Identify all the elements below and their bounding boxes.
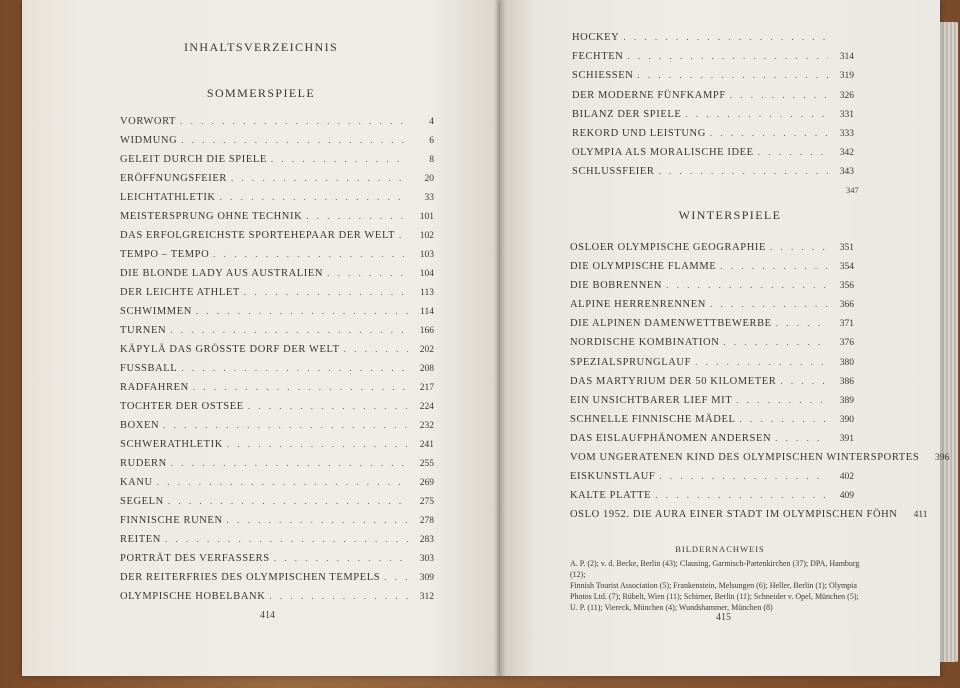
winter-toc-list — [570, 242, 950, 528]
toc-entry — [570, 318, 854, 337]
toc-entry-page: 319 — [839, 71, 854, 82]
toc-entry-page: 113 — [420, 288, 434, 298]
credits-title: BILDERNACHWEIS — [675, 544, 765, 554]
toc-entry-page: 283 — [419, 535, 434, 545]
dot-leader — [157, 477, 408, 487]
credits-line: A. P. (2); v. d. Becke, Berlin (43); Clausing, Garmisch-Partenkirchen (37); DPA, Hamburg (12); — [570, 559, 860, 579]
toc-entry-page: 20 — [424, 174, 434, 184]
toc-entry-title: KALTE PLATTE — [570, 490, 652, 502]
toc-entry-title: DIE OLYMPISCHE FLAMME — [570, 261, 717, 273]
toc-entry-page: 351 — [839, 243, 854, 253]
toc-entry-title: TOCHTER DER OSTSEE — [120, 401, 244, 412]
toc-entry-title: FECHTEN — [572, 51, 624, 63]
toc-entry-page: 386 — [839, 376, 854, 387]
toc-entry — [120, 572, 434, 591]
right-folio: 415 — [716, 612, 731, 623]
summer-toc-list — [120, 116, 434, 610]
toc-entry — [120, 382, 434, 401]
toc-entry-title: VORWORT — [120, 116, 177, 127]
dot-leader — [710, 299, 828, 309]
dot-leader — [723, 337, 828, 347]
dot-leader — [780, 376, 828, 386]
toc-entry-page: 312 — [419, 592, 434, 602]
toc-entry — [120, 420, 434, 439]
toc-entry-page: 104 — [419, 269, 434, 279]
toc-entry-page: 255 — [419, 459, 434, 469]
toc-entry-title: EIN UNSICHTBARER LIEF MIT — [570, 394, 733, 406]
dot-leader — [776, 318, 828, 328]
toc-entry-title: RUDERN — [120, 458, 167, 469]
toc-entry-title: MEISTERSPRUNG OHNE TECHNIK — [120, 211, 303, 222]
dot-leader — [685, 109, 828, 119]
dot-leader — [637, 70, 828, 80]
toc-entry-title: DIE BLONDE LADY AUS AUSTRALIEN — [120, 268, 324, 279]
dot-leader — [655, 490, 828, 500]
toc-entry-title: SEGELN — [120, 496, 164, 507]
toc-entry-title: OSLO 1952. DIE AURA EINER STADT IM OLYMPISCHEN FÖHN — [570, 509, 898, 521]
toc-entry — [570, 395, 854, 414]
image-credits — [570, 544, 870, 613]
toc-entry-title: DIE ALPINEN DAMENWETTBEWERBE — [570, 318, 772, 330]
dot-leader — [306, 211, 408, 221]
toc-entry-page: 202 — [419, 345, 434, 355]
toc-entry-page: 396 — [935, 453, 950, 464]
toc-entry-title: SCHWIMMEN — [120, 306, 192, 317]
toc-entry — [572, 128, 854, 147]
toc-entry-page: 114 — [420, 307, 434, 317]
toc-entry — [120, 458, 434, 477]
credits-line: Finnish Tourist Association (5); Frankenstein, Melsungen (6); Heller, Berlin (1); Olympia — [570, 581, 857, 590]
book-gutter — [494, 0, 506, 676]
toc-entry-title: TURNEN — [120, 325, 167, 336]
toc-entry — [572, 90, 854, 109]
dot-leader — [181, 363, 408, 373]
dot-leader — [180, 116, 408, 126]
dot-leader — [274, 553, 408, 563]
toc-entry-page: 6 — [429, 136, 434, 146]
toc-entry-page: 371 — [839, 319, 854, 330]
toc-entry — [120, 154, 434, 173]
dot-leader — [269, 591, 408, 601]
dot-leader — [213, 249, 408, 259]
dot-leader — [220, 192, 408, 202]
toc-entry-title: RADFAHREN — [120, 382, 189, 393]
toc-entry-title: DAS EISLAUFPHÄNOMEN ANDERSEN — [570, 432, 772, 444]
toc-entry — [120, 306, 434, 325]
toc-entry-page: 356 — [839, 281, 854, 292]
credits-line: U. P. (11); Viereck, München (4); Wundshammer, München (8) — [570, 603, 773, 612]
dot-leader — [710, 128, 828, 138]
dot-leader — [695, 357, 828, 367]
dot-leader — [248, 401, 408, 411]
credits-text — [570, 558, 870, 613]
toc-entry — [120, 287, 434, 306]
toc-entry — [570, 490, 854, 509]
dot-leader — [344, 344, 408, 354]
toc-entry — [572, 51, 854, 70]
toc-entry-page: 33 — [424, 193, 434, 203]
toc-entry-title: PORTRÄT DES VERFASSERS — [120, 553, 270, 564]
toc-entry-title: BOXEN — [120, 420, 160, 431]
toc-entry-title: WIDMUNG — [120, 135, 178, 146]
toc-entry — [570, 376, 854, 395]
toc-entry-page: 278 — [419, 516, 434, 526]
toc-entry-page: 342 — [839, 148, 854, 159]
toc-entry — [570, 414, 854, 433]
toc-entry-title: SCHWERATHLETIK — [120, 439, 223, 450]
toc-entry-title: VOM UNGERATENEN KIND DES OLYMPISCHEN WINTERSPORTES — [570, 452, 920, 464]
toc-entry — [120, 230, 434, 249]
toc-entry — [120, 192, 434, 211]
toc-entry-page: 314 — [839, 52, 854, 63]
toc-entry — [120, 534, 434, 553]
toc-entry — [570, 242, 854, 261]
toc-entry — [120, 553, 434, 572]
toc-entry-title: SCHNELLE FINNISCHE MÄDEL — [570, 413, 736, 425]
toc-entry-page: 380 — [839, 357, 854, 368]
toc-entry-title: DAS ERFOLGREICHSTE SPORTEHEPAAR DER WELT — [120, 230, 396, 241]
toc-entry-page: 343 — [839, 167, 854, 178]
dot-leader — [170, 325, 408, 335]
toc-entry-title: DAS MARTYRIUM DER 50 KILOMETER — [570, 375, 777, 387]
toc-entry — [570, 452, 950, 471]
toc-entry-title: OSLOER OLYMPISCHE GEOGRAPHIE — [570, 242, 767, 253]
toc-entry-title: NORDISCHE KOMBINATION — [570, 337, 720, 349]
dot-leader — [196, 306, 408, 316]
dot-leader — [658, 166, 828, 176]
dot-leader — [739, 414, 828, 424]
dot-leader — [165, 534, 408, 544]
summer-section-title: SOMMERSPIELE — [206, 86, 316, 100]
toc-entry-title: OLYMPIA ALS MORALISCHE IDEE — [572, 147, 754, 159]
toc-entry — [120, 173, 434, 192]
dot-leader — [775, 433, 828, 443]
toc-entry — [570, 337, 854, 356]
toc-entry-title: DER MODERNE FÜNFKAMPF — [572, 89, 726, 101]
toc-entry-page: 101 — [419, 212, 434, 222]
toc-entry-title: OLYMPISCHE HOBELBANK — [120, 591, 266, 602]
extra-page-number: 347 — [846, 185, 859, 195]
dot-leader — [399, 230, 408, 240]
toc-entry — [570, 280, 854, 299]
toc-entry — [120, 401, 434, 420]
toc-entry-page: 232 — [419, 421, 434, 431]
toc-entry — [120, 268, 434, 287]
toc-entry-page: 303 — [419, 554, 434, 564]
dot-leader — [168, 496, 408, 506]
toc-entry-page: 224 — [419, 402, 434, 412]
dot-leader — [720, 261, 828, 271]
toc-entry — [120, 496, 434, 515]
dot-leader — [659, 471, 828, 481]
toc-entry — [572, 147, 854, 166]
toc-entry — [120, 211, 434, 230]
toc-entry-title: KÄPYLÄ DAS GRÖSSTE DORF DER WELT — [120, 344, 340, 355]
toc-entry — [570, 471, 854, 490]
dot-leader — [384, 572, 408, 582]
toc-entry-page: 333 — [839, 128, 854, 139]
toc-entry-title: ALPINE HERRENRENNEN — [570, 299, 706, 311]
toc-entry-page: 102 — [419, 231, 434, 241]
toc-entry-page: 4 — [429, 117, 434, 127]
toc-entry — [572, 70, 854, 89]
toc-entry-title: DER LEICHTE ATHLET — [120, 287, 240, 298]
toc-entry-title: REITEN — [120, 534, 161, 545]
toc-entry — [570, 433, 854, 452]
toc-entry-title: EISKUNSTLAUF — [570, 471, 656, 483]
toc-entry — [120, 515, 434, 534]
toc-entry — [120, 363, 434, 382]
summer-toc-continued-list — [572, 32, 854, 186]
toc-entry — [120, 325, 434, 344]
dot-leader — [736, 395, 828, 405]
left-folio: 414 — [260, 610, 275, 621]
toc-entry-page: 208 — [419, 364, 434, 374]
toc-entry-page: 8 — [429, 155, 434, 165]
dot-leader — [171, 458, 408, 468]
toc-entry-title: SPEZIALSPRUNGLAUF — [570, 356, 692, 368]
toc-entry-page: 409 — [839, 491, 854, 502]
toc-entry-page: 103 — [419, 250, 434, 260]
toc-entry-page: 402 — [839, 472, 854, 483]
toc-entry-title: LEICHTATHLETIK — [120, 192, 216, 203]
dot-leader — [244, 287, 408, 297]
toc-entry-title: SCHLUSSFEIER — [572, 166, 655, 178]
toc-entry-page: 241 — [419, 440, 434, 450]
toc-entry-page: 366 — [839, 300, 854, 311]
toc-entry-title: HOCKEY — [572, 32, 620, 43]
dot-leader — [758, 147, 828, 157]
toc-entry — [120, 249, 434, 268]
toc-entry — [570, 261, 854, 280]
dot-leader — [271, 154, 408, 164]
dot-leader — [730, 90, 828, 100]
toc-entry-page: 269 — [419, 478, 434, 488]
dot-leader — [163, 420, 408, 430]
toc-entry-page: 166 — [419, 326, 434, 336]
toc-entry — [120, 344, 434, 363]
toc-entry-page: 391 — [839, 433, 854, 444]
toc-entry-page: 354 — [839, 262, 854, 273]
left-page — [22, 0, 500, 676]
toc-entry-title: KANU — [120, 477, 153, 488]
toc-entry-title: TEMPO – TEMPO — [120, 249, 210, 260]
credits-line: Photos Ltd. (7); Rübelt, Wien (11); Schirner, Berlin (11); Schneider v. Opel, München (5); — [570, 592, 859, 601]
toc-entry — [570, 357, 854, 376]
toc-entry-title: FUSSBALL — [120, 363, 178, 374]
contents-heading: INHALTSVERZEICHNIS — [183, 40, 339, 54]
toc-entry-page: 309 — [419, 573, 434, 583]
toc-entry — [570, 299, 854, 318]
toc-entry-page: 376 — [839, 338, 854, 349]
toc-entry — [120, 591, 434, 610]
toc-entry — [570, 509, 928, 528]
toc-entry-page: 275 — [419, 497, 434, 507]
toc-entry-title: GELEIT DURCH DIE SPIELE — [120, 154, 267, 165]
toc-entry-page: 411 — [913, 510, 928, 521]
toc-entry-page: 390 — [839, 414, 854, 425]
toc-entry — [572, 109, 854, 128]
dot-leader — [770, 242, 828, 252]
dot-leader — [227, 515, 408, 525]
toc-entry-page: 389 — [839, 395, 854, 406]
toc-entry — [572, 32, 854, 51]
dot-leader — [193, 382, 408, 392]
dot-leader — [623, 32, 828, 42]
dot-leader — [627, 51, 828, 61]
toc-entry-title: SCHIESSEN — [572, 70, 634, 82]
toc-entry — [120, 439, 434, 458]
toc-entry-page: 331 — [839, 109, 854, 120]
dot-leader — [327, 268, 408, 278]
toc-entry-title: BILANZ DER SPIELE — [572, 108, 682, 120]
dot-leader — [666, 280, 828, 290]
toc-entry — [120, 116, 434, 135]
toc-entry — [572, 166, 854, 185]
toc-entry-title: REKORD UND LEISTUNG — [572, 127, 706, 139]
toc-entry-title: ERÖFFNUNGSFEIER — [120, 173, 228, 184]
toc-entry-page: 326 — [839, 90, 854, 101]
right-page — [500, 0, 950, 676]
winter-section-title: WINTERSPIELE — [678, 208, 782, 222]
dot-leader — [227, 439, 408, 449]
toc-entry-page: 217 — [419, 383, 434, 393]
dot-leader — [231, 173, 408, 183]
toc-entry-title: DER REITERFRIES DES OLYMPISCHEN TEMPELS — [120, 572, 381, 583]
toc-entry-title: FINNISCHE RUNEN — [120, 515, 223, 526]
toc-entry — [120, 477, 434, 496]
dot-leader — [181, 135, 408, 145]
toc-entry-title: DIE BOBRENNEN — [570, 280, 663, 292]
toc-entry — [120, 135, 434, 154]
